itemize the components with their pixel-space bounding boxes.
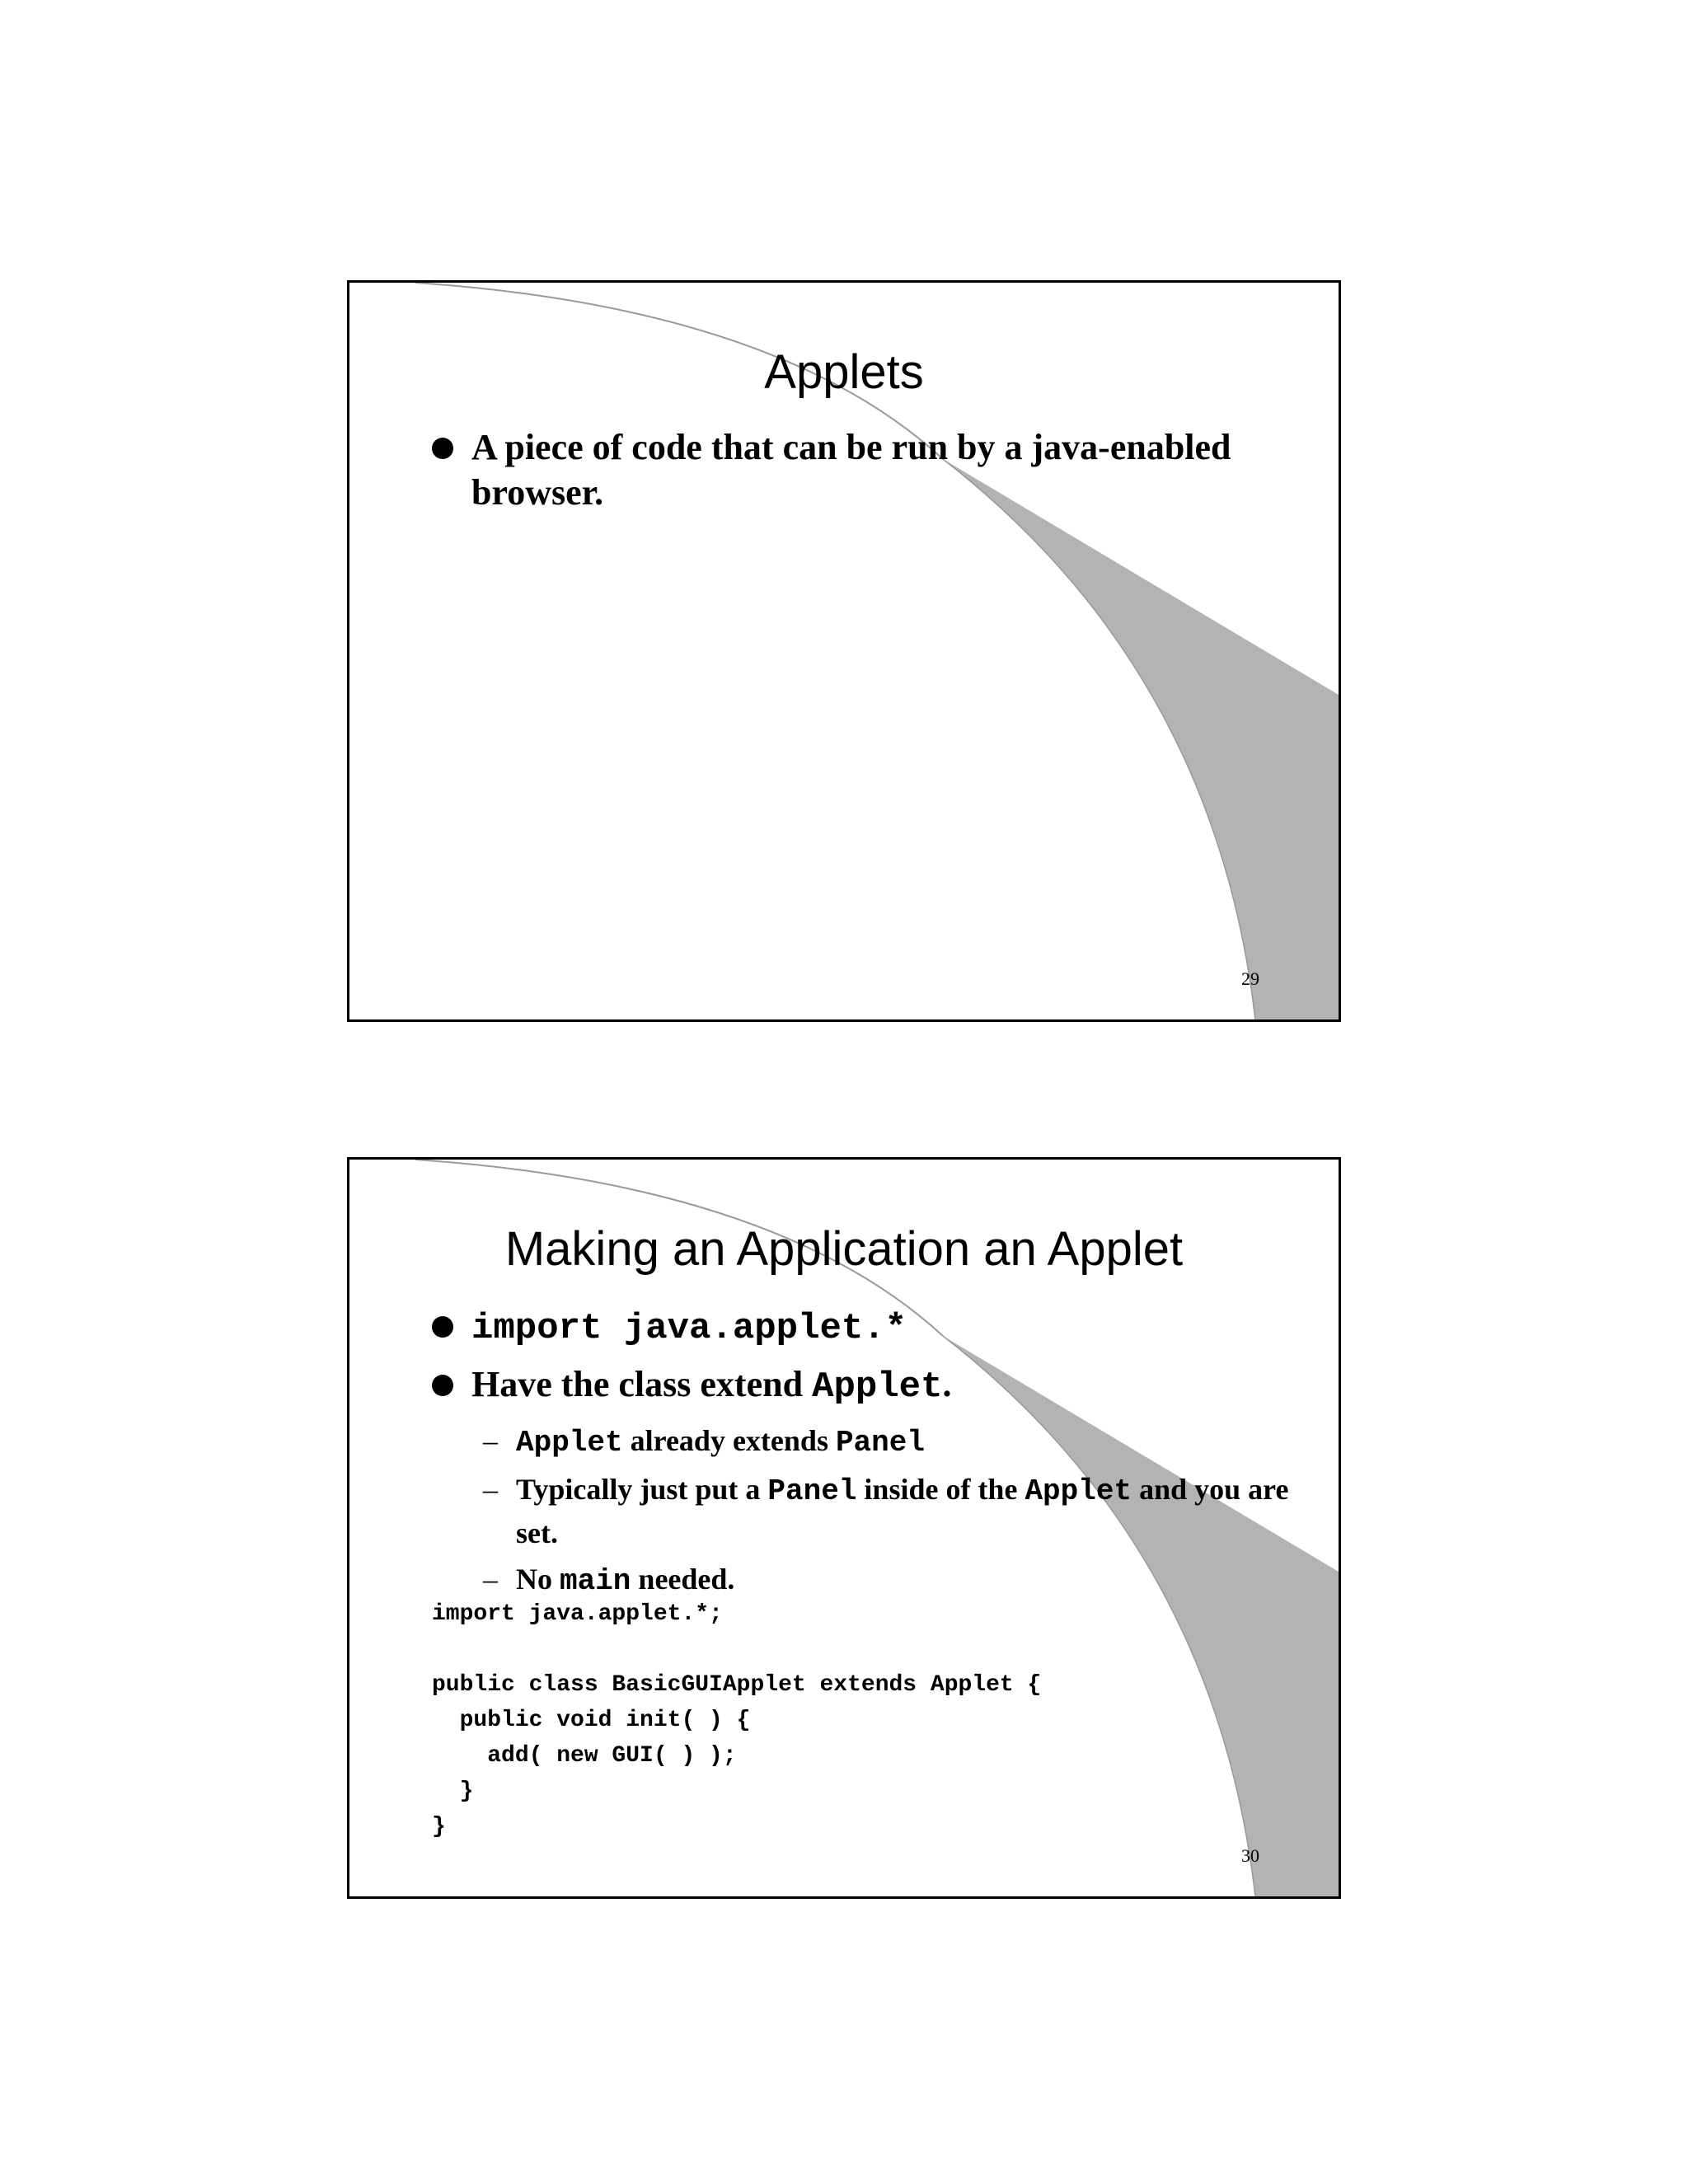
dash-icon: – — [483, 1473, 498, 1506]
code-block — [432, 1596, 1041, 1844]
sub-bullet-text: Typically just put a — [516, 1473, 768, 1506]
bullet-dot-icon — [432, 1375, 453, 1396]
slide-30 — [347, 1157, 1341, 1899]
sub-bullet-text: No — [516, 1563, 560, 1596]
code-line: public void init( ) { — [432, 1708, 751, 1733]
slide-29 — [347, 280, 1341, 1022]
sub-bullet-code-text: Panel — [767, 1474, 857, 1508]
dash-icon: – — [483, 1424, 498, 1457]
sub-bullet-text: inside of the — [856, 1473, 1025, 1506]
bullet-text: A piece of code that can be run by a java-enabled browser. — [471, 427, 1231, 513]
bullet-list — [432, 1303, 1289, 1607]
sub-bullet-code-text: Applet — [1025, 1474, 1132, 1508]
code-line: public class BasicGUIApplet extends Applet { — [432, 1672, 1042, 1698]
dash-icon: – — [483, 1563, 498, 1596]
bullet-text: . — [942, 1364, 952, 1404]
page-number: 30 — [1241, 1845, 1259, 1866]
code-line: add( new GUI( ) ); — [432, 1743, 737, 1769]
code-line: import java.applet.*; — [432, 1601, 723, 1627]
sub-bullet-text: already extends — [622, 1424, 836, 1457]
sub-bullet-code-text: Panel — [835, 1426, 925, 1460]
slide-title: Making an Application an Applet — [504, 1222, 1184, 1276]
sub-bullet-text: and you are set. — [516, 1473, 1289, 1549]
bullet-item — [432, 1361, 1289, 1410]
sub-bullet-text: needed. — [631, 1563, 735, 1596]
bullet-item — [432, 424, 1289, 515]
bullet-text: Have the class extend — [471, 1364, 813, 1404]
page-number: 29 — [1241, 968, 1259, 989]
sub-bullet-code-text: Applet — [516, 1426, 623, 1460]
bullet-dot-icon — [432, 438, 453, 459]
bullet-code-text: import java.applet.* — [471, 1308, 907, 1349]
bullet-dot-icon — [432, 1316, 453, 1338]
code-line: } — [432, 1814, 446, 1840]
code-line: } — [432, 1779, 474, 1804]
slide-title: Applets — [764, 345, 924, 399]
sub-bullet-code-text: main — [560, 1564, 631, 1598]
bullet-item — [432, 1303, 1289, 1352]
sub-bullet-item — [471, 1420, 1289, 1464]
bullet-code-text: Applet — [812, 1366, 943, 1408]
sub-bullet-item — [471, 1469, 1289, 1554]
bullet-list — [432, 424, 1289, 525]
